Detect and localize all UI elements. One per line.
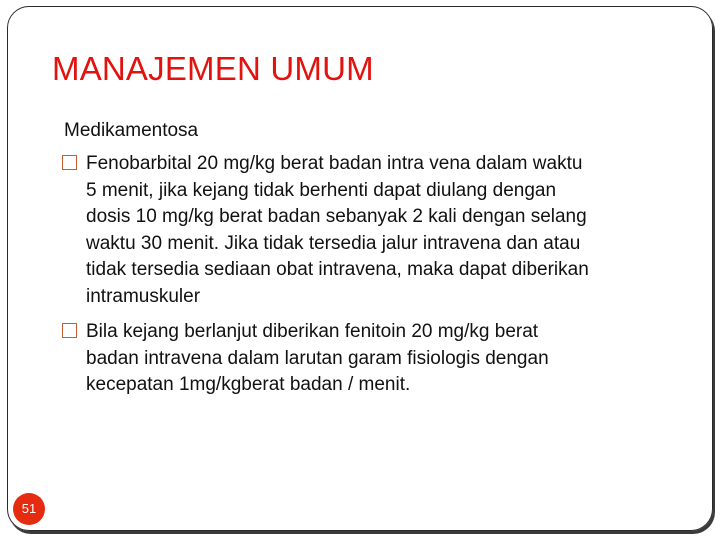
bullet-checkbox-icon: [62, 323, 77, 338]
page-number-badge: 51: [13, 493, 45, 525]
bullet-line: intramuskuler: [86, 285, 201, 307]
bullet-line: 5 menit, jika kejang tidak berhenti dapat diulang dengan: [86, 179, 557, 201]
bullet-checkbox-icon: [62, 155, 77, 170]
bullet-line: dosis 10 mg/kg berat badan sebanyak 2 kali dengan selang: [86, 206, 587, 227]
bullet-line: waktu 30 menit. Jika tidak tersedia jalur intravena dan atau: [86, 232, 581, 254]
bullet-line: badan intravena dalam larutan garam fisiologis dengan: [86, 347, 549, 369]
bullet-line: kecepatan 1mg/kgberat badan / menit.: [86, 374, 411, 395]
bullet-item-fenitoin: [62, 319, 692, 399]
bullet-item-fenobarbital: [62, 151, 692, 310]
bullet-line: tidak tersedia sediaan obat intravena, maka dapat diberikan: [86, 259, 589, 280]
drug-name: Fenobarbital: [86, 153, 192, 174]
section-heading: Medikamentosa: [64, 120, 199, 141]
bullet-line-text: 20 mg/kg berat badan intra vena dalam waktu: [191, 153, 583, 174]
bullet-text: [62, 151, 692, 310]
bullet-line: [86, 151, 692, 178]
bullet-line: Bila kejang berlanjut diberikan fenitoin 20 mg/kg berat: [86, 321, 539, 342]
bullet-text: [62, 319, 692, 399]
slide-title: MANAJEMEN UMUM: [52, 50, 374, 87]
